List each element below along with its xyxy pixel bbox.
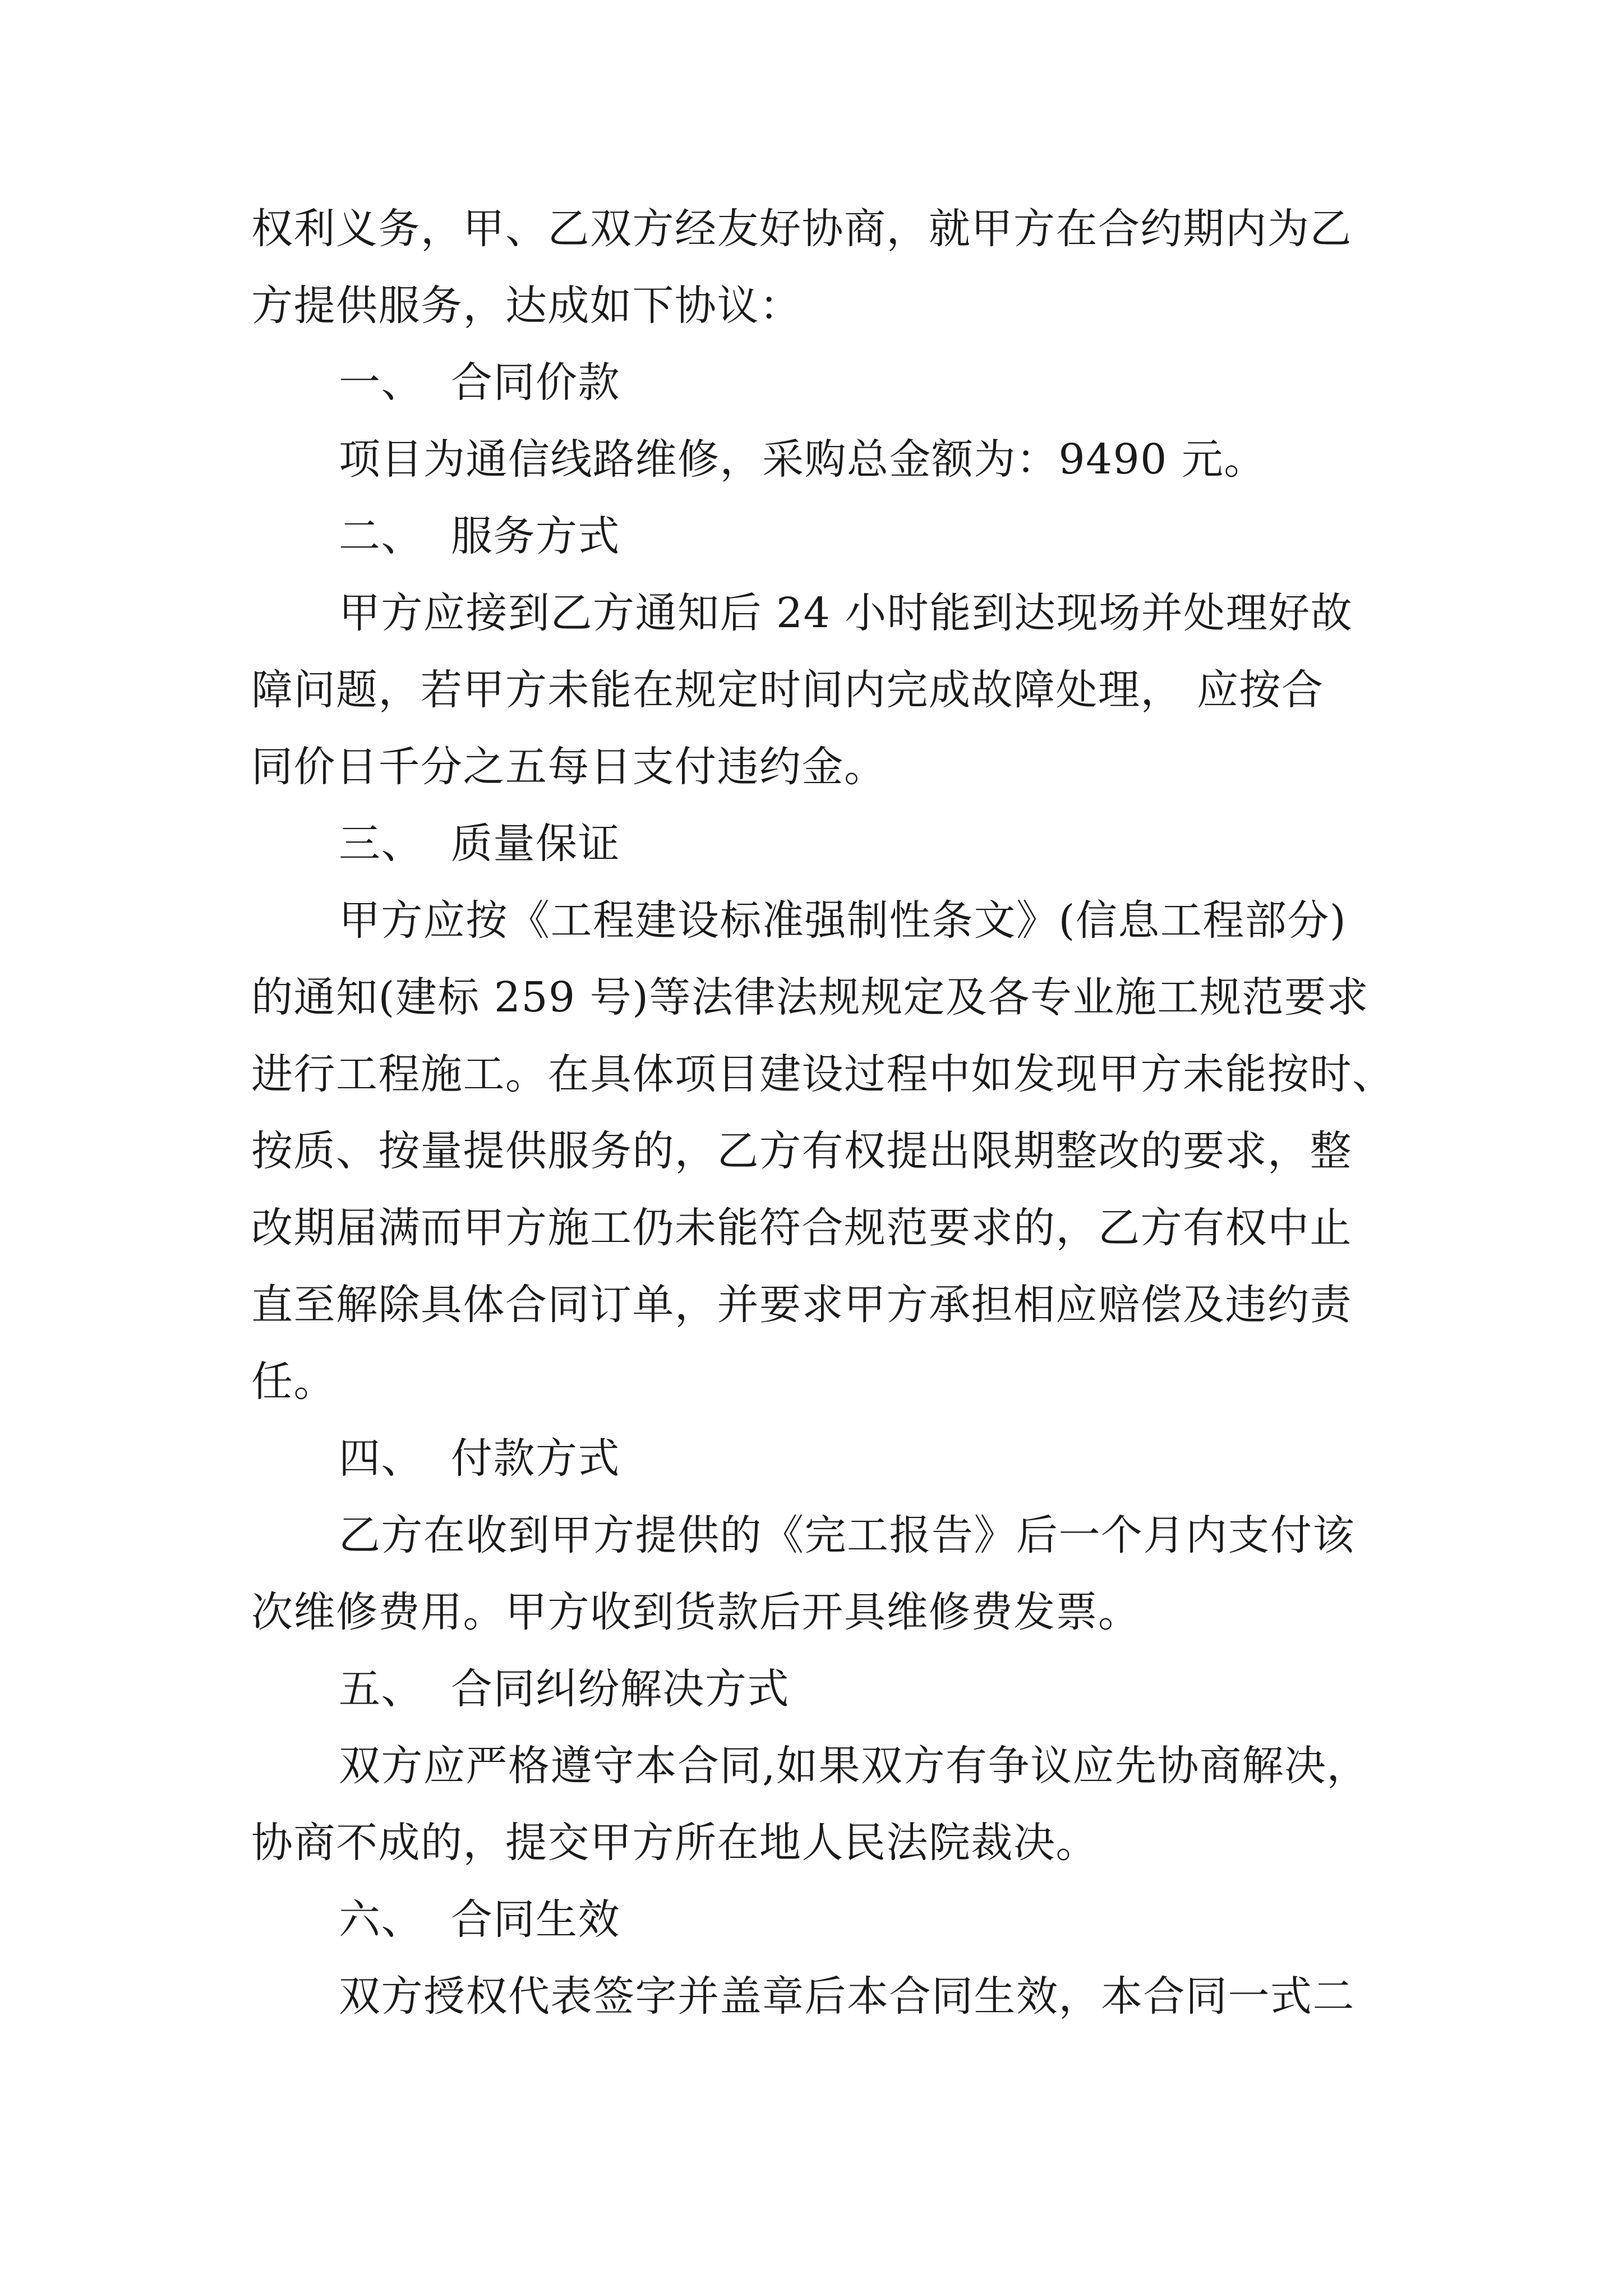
body-line: 进行工程施工。在具体项目建设过程中如发现甲方未能按时、 [251, 1050, 1395, 1098]
section-title: 合同价款 [451, 358, 620, 407]
section-heading-dispute [251, 1651, 1387, 1728]
section-number: 一、 [339, 358, 423, 407]
body-line: 次维修费用。甲方收到货款后开具维修费发票。 [251, 1588, 1141, 1636]
body-line: 直至解除具体合同订单，并要求甲方承担相应赔偿及违约责 [251, 1281, 1352, 1329]
section-heading-payment [251, 1420, 1387, 1497]
section-heading-service [251, 498, 1387, 575]
body-line: 权利义务，甲、乙双方经友好协商，就甲方在合约期内为乙 [251, 205, 1352, 253]
section-title: 服务方式 [451, 512, 620, 560]
body-line: 双方应严格遵守本合同,如果双方有争议应先协商解决， [339, 1742, 1370, 1790]
body-line: 按质、按量提供服务的，乙方有权提出限期整改的要求，整 [251, 1127, 1352, 1175]
section-number: 六、 [339, 1895, 423, 1944]
body-line: 协商不成的，提交甲方所在地人民法院裁决。 [251, 1819, 1098, 1867]
body-line: 甲方应接到乙方通知后 24 小时能到达现场并处理好故 [339, 589, 1353, 637]
body-line: 的通知(建标 259 号)等法律法规规定及各专业施工规范要求 [251, 973, 1370, 1022]
contract-body [251, 191, 1395, 2035]
section-title: 质量保证 [451, 820, 620, 868]
body-line: 甲方应按《工程建设标准强制性条文》(信息工程部分) [339, 896, 1347, 945]
body-line: 项目为通信线路维修，采购总金额为：9490 元。 [339, 435, 1266, 484]
body-line: 方提供服务，达成如下协议： [251, 282, 802, 330]
body-line: 改期届满而甲方施工仍未能符合规范要求的，乙方有权中止 [251, 1204, 1352, 1252]
body-line: 乙方在收到甲方提供的《完工报告》后一个月内支付该 [339, 1511, 1355, 1559]
section-heading-quality [251, 806, 1387, 882]
section-title: 合同纠纷解决方式 [451, 1665, 790, 1713]
section-title: 付款方式 [451, 1434, 620, 1483]
section-number: 四、 [339, 1434, 423, 1483]
section-number: 三、 [339, 820, 423, 868]
section-number: 二、 [339, 512, 423, 560]
section-title: 合同生效 [451, 1895, 620, 1944]
section-heading-effect [251, 1881, 1387, 1958]
body-line: 双方授权代表签字并盖章后本合同生效，本合同一式二 [339, 1972, 1355, 2021]
body-line: 障问题，若甲方未能在规定时间内完成故障处理， 应按合 [251, 666, 1324, 714]
section-heading-price [251, 344, 1387, 421]
body-line: 同价日千分之五每日支付违约金。 [251, 743, 887, 791]
section-number: 五、 [339, 1665, 423, 1713]
body-line: 任。 [251, 1358, 336, 1406]
